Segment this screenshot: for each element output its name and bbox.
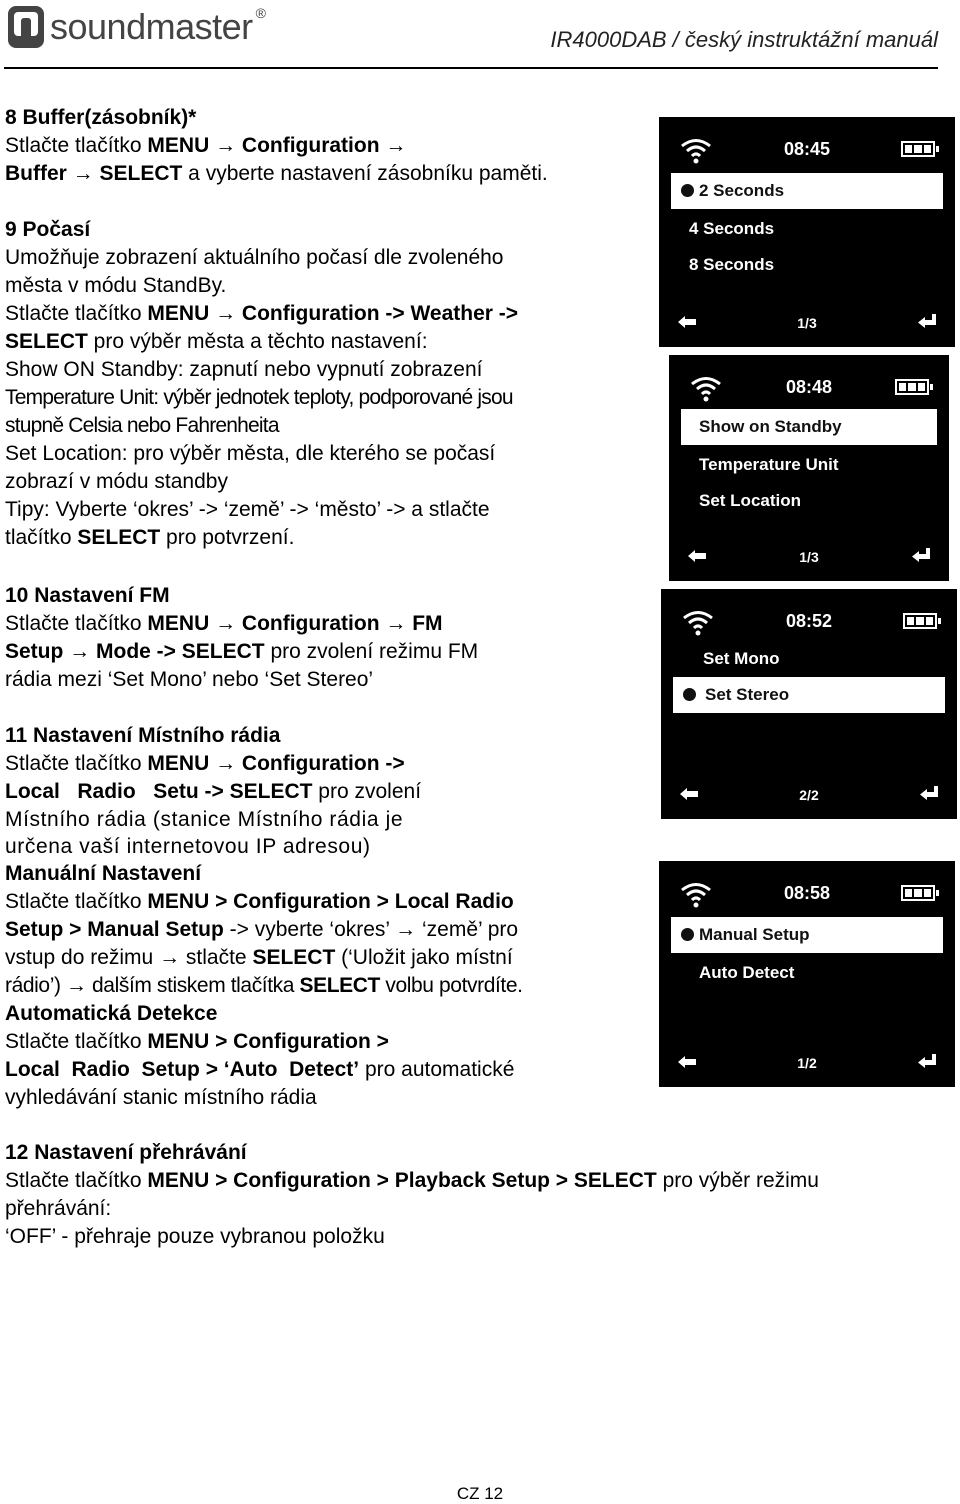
section-9-line-4-bold: SELECT — [5, 330, 88, 353]
section-8-line-1: Stlačte tlačítko — [5, 134, 148, 157]
clock-time: 08:48 — [785, 377, 833, 397]
section-11-title: 11 Nastavení Místního rádia — [5, 724, 281, 747]
section-11-line-10-bold-2: ‘Auto Detect’ — [223, 1058, 360, 1081]
section-10-line-3: rádia mezi ‘Set Mono’ nebo ‘Set Stereo’ — [5, 668, 374, 691]
menu-item-8-seconds[interactable] — [671, 247, 943, 283]
menu-item-label: 8 Seconds — [689, 255, 775, 274]
menu-item-label: Manual Setup — [699, 925, 810, 944]
section-9-line-6: Temperature Unit: výběr jednotek teploty, podporované jsou — [5, 386, 513, 409]
menu-item-label: Auto Detect — [699, 963, 795, 982]
menu-item-label: Set Location — [699, 491, 802, 510]
selected-dot-icon — [681, 184, 694, 197]
battery-icon — [901, 141, 935, 157]
menu-item-label: Temperature Unit — [699, 455, 839, 474]
display-screen-buffer — [660, 118, 954, 346]
document-title: IR4000DAB / český instruktážní manuál — [550, 27, 938, 52]
status-bar — [671, 129, 943, 171]
section-11-line-7-end: (‘Uložit jako místní — [335, 946, 513, 969]
page-number: CZ 12 — [456, 1484, 504, 1503]
section-11-line-7-bold: SELECT — [252, 946, 336, 969]
section-12-line-1-bold: MENU > Configuration > Playback Setup > SELECT — [147, 1169, 657, 1192]
menu-item-label: Show on Standby — [699, 417, 842, 436]
battery-icon — [901, 885, 935, 901]
section-10-line-1-bold: MENU → Configuration → FM — [147, 612, 443, 635]
section-11-line-4: určena vaší internetovou IP adresou) — [5, 835, 371, 858]
section-10-line-2: pro zvolení režimu FM — [264, 640, 479, 663]
section-11-auto-title: Automatická Detekce — [5, 1002, 218, 1025]
section-12-line-1-end: pro výběr režimu — [656, 1169, 819, 1192]
section-8-title: 8 Buffer(zásobník)* — [5, 106, 197, 129]
section-11-line-1-bold: MENU → Configuration -> — [147, 752, 405, 775]
section-11-line-10-bold: Local Radio Setup > — [5, 1058, 224, 1081]
section-11-line-5: Stlačte tlačítko — [5, 890, 148, 913]
menu-item-label: Set Mono — [703, 649, 780, 668]
header-divider — [4, 67, 938, 69]
section-8 — [5, 104, 548, 188]
section-11-line-3: Místního rádia (stanice Místního rádia je — [5, 808, 404, 831]
menu-item-set-mono[interactable] — [673, 641, 945, 677]
brand-registered-mark: ® — [255, 5, 266, 21]
clock-time: 08:45 — [783, 139, 831, 159]
battery-icon — [903, 613, 937, 629]
brand-name: soundmaster — [50, 6, 253, 47]
section-8-line-2-bold: Buffer → SELECT — [5, 162, 183, 185]
page-indicator: 1/3 — [797, 315, 817, 331]
display-screen-fm — [662, 590, 956, 818]
section-11-line-6: -> vyberte ‘okres’ → ‘země’ pro — [223, 918, 519, 941]
page-indicator: 2/2 — [799, 787, 819, 803]
section-9-title: 9 Počasí — [5, 218, 91, 241]
section-11-line-7: vstup do režimu → stlačte — [5, 946, 253, 969]
section-11-line-10: pro automatické — [359, 1058, 515, 1081]
section-12-line-1: Stlačte tlačítko — [5, 1169, 148, 1192]
section-11-line-2-bold: Local Radio Setu -> SELECT — [5, 780, 313, 803]
enter-arrow-icon — [917, 1053, 937, 1069]
section-9-line-11-bold: SELECT — [77, 526, 161, 549]
battery-icon — [895, 379, 929, 395]
screen-footer — [681, 543, 937, 569]
section-9-line-1: Umožňuje zobrazení aktuálního počasí dle zvoleného — [5, 246, 504, 269]
section-9 — [5, 216, 518, 552]
page-header — [0, 0, 960, 72]
section-11-line-9: Stlačte tlačítko — [5, 1030, 148, 1053]
section-9-line-3: Stlačte tlačítko — [5, 302, 148, 325]
menu-item-label: 4 Seconds — [689, 219, 775, 238]
section-11-line-2: pro zvolení — [312, 780, 422, 803]
section-8-line-1-bold: MENU → Configuration → — [147, 134, 407, 157]
section-9-line-11-end: pro potvrzení. — [160, 526, 295, 549]
section-11-line-9-bold: MENU > Configuration > — [147, 1030, 389, 1053]
display-screen-local-radio — [660, 862, 954, 1086]
status-bar — [673, 601, 945, 643]
section-12 — [5, 1139, 819, 1251]
menu-item-label: Set Stereo — [705, 685, 790, 704]
section-10 — [5, 582, 478, 694]
clock-time: 08:58 — [783, 883, 831, 903]
section-9-line-9: zobrazí v módu standby — [5, 470, 228, 493]
page-indicator: 1/2 — [797, 1055, 817, 1071]
status-bar — [671, 873, 943, 915]
section-11-line-6-bold: Setup > Manual Setup — [5, 918, 224, 941]
menu-item-label: 2 Seconds — [699, 181, 785, 200]
enter-arrow-icon — [911, 547, 931, 563]
menu-item-show-on-standby[interactable] — [681, 409, 937, 445]
section-9-line-4: pro výběr města a těchto nastavení: — [87, 330, 428, 353]
page-indicator: 1/3 — [799, 549, 819, 565]
menu-item-4-seconds[interactable] — [671, 211, 943, 247]
section-9-line-10: Tipy: Vyberte ‘okres’ -> ‘země’ -> ‘město’ -> a stlačte — [5, 498, 490, 521]
enter-arrow-icon — [917, 313, 937, 329]
menu-item-temperature-unit[interactable] — [681, 447, 937, 483]
screen-footer — [671, 1049, 943, 1075]
section-11 — [5, 722, 523, 1112]
display-screen-weather — [670, 356, 948, 580]
menu-item-2-seconds[interactable] — [671, 173, 943, 209]
soundmaster-logo-icon — [6, 4, 46, 50]
menu-item-auto-detect[interactable] — [671, 955, 943, 991]
section-11-line-5-bold: MENU > Configuration > Local Radio — [147, 890, 514, 913]
section-10-line-2-bold: Setup → Mode -> SELECT — [5, 640, 265, 663]
section-11-line-11: vyhledávání stanic místního rádia — [5, 1086, 317, 1109]
menu-item-set-stereo[interactable] — [673, 677, 945, 713]
section-11-line-1: Stlačte tlačítko — [5, 752, 148, 775]
section-12-line-3: ‘OFF’ - přehraje pouze vybranou položku — [5, 1225, 385, 1248]
menu-item-set-location[interactable] — [681, 483, 937, 519]
section-9-line-2: města v módu StandBy. — [5, 274, 227, 297]
selected-dot-icon — [683, 688, 696, 701]
selected-dot-icon — [681, 928, 694, 941]
screen-footer — [671, 309, 943, 335]
section-9-line-8: Set Location: pro výběr města, dle kterého se počasí — [5, 442, 496, 465]
section-11-line-8-end: volbu potvrdíte. — [379, 974, 523, 997]
section-10-title: 10 Nastavení FM — [5, 584, 170, 607]
status-bar — [681, 367, 937, 409]
section-12-line-2: přehrávání: — [5, 1197, 112, 1220]
section-9-line-7: stupně Celsia nebo Fahrenheita — [5, 414, 279, 437]
brand-logo — [6, 4, 266, 50]
enter-arrow-icon — [919, 785, 939, 801]
menu-item-manual-setup[interactable] — [671, 917, 943, 953]
section-11-line-8: rádio’) → dalším stiskem tlačítka — [5, 974, 300, 997]
section-9-line-3-bold: MENU → Configuration -> Weather -> — [147, 302, 519, 325]
section-11-line-8-bold: SELECT — [299, 974, 380, 997]
section-8-line-2: a vyberte nastavení zásobníku paměti. — [182, 162, 548, 185]
clock-time: 08:52 — [785, 611, 833, 631]
section-11-manual-title: Manuální Nastavení — [5, 862, 202, 885]
section-10-line-1: Stlačte tlačítko — [5, 612, 148, 635]
section-12-title: 12 Nastavení přehrávání — [5, 1141, 247, 1164]
section-9-line-11: tlačítko — [5, 526, 78, 549]
screen-footer — [673, 781, 945, 807]
section-9-line-5: Show ON Standby: zapnutí nebo vypnutí zobrazení — [5, 358, 483, 381]
